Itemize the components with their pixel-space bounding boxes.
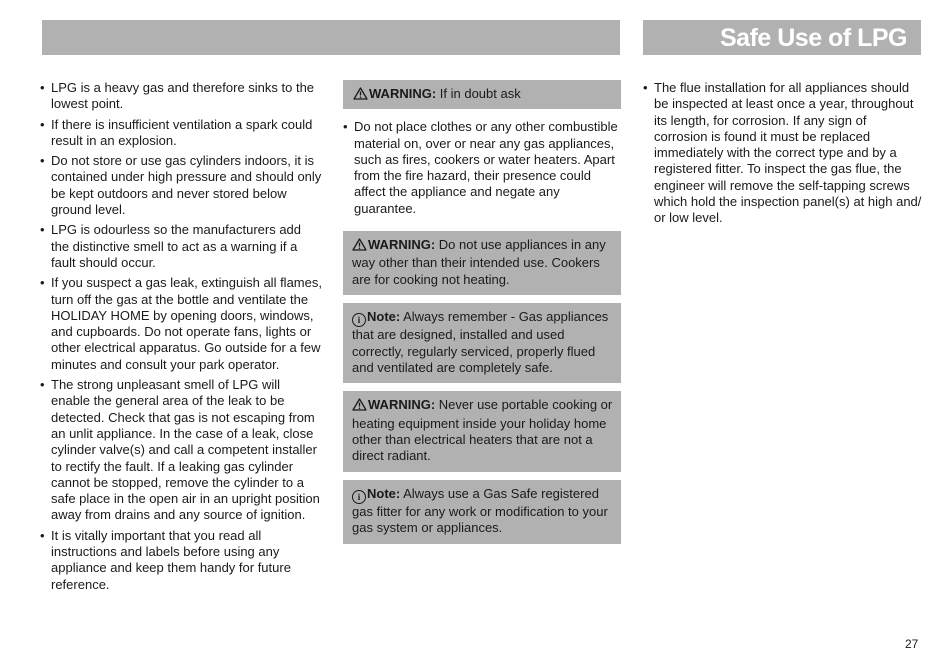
callout-label: Note:	[367, 308, 401, 324]
list-item: • The strong unpleasant smell of LPG will enable the general area of the leak to be detected. Check that gas is not escaping from an unlit appliance. In the case of a leak, close cylinder valve(s) and call a competent installer to rectify the fault. If a leaking gas cylinder cannot be stopped, remove the cylinder to a safe place in the open air in an upright position away from drains and any source of ignition.	[40, 377, 322, 524]
list-item: • Do not place clothes or any other combustible material on, over or near any gas appliances, such as fires, cookers or water heaters. Apart from the fire hazard, their presence could affect the appliance and negate any guarantee.	[343, 119, 621, 217]
callout-label: WARNING:	[368, 397, 436, 413]
info-circle-icon: i	[352, 313, 366, 327]
list-item: • It is vitally important that you read all instructions and labels before using any appliance and keep them handy for future reference.	[40, 528, 322, 593]
list-item: • If there is insufficient ventilation a spark could result in an explosion.	[40, 117, 322, 150]
callout-text: Do not use appliances in any way other than their intended use. Cookers are for cooking not heating.	[352, 237, 606, 287]
callout-label: WARNING:	[368, 237, 436, 253]
callout-label: WARNING:	[369, 86, 437, 101]
warning-callout-portable	[343, 391, 621, 471]
warning-triangle-icon	[352, 398, 367, 415]
left-column	[40, 80, 322, 597]
page-number: 27	[905, 637, 919, 651]
callout-text: Never use portable cooking or heating equipment inside your holiday home other than electrical heaters that are not a direct radiant.	[352, 397, 613, 464]
header-bar-right	[643, 20, 921, 55]
note-callout-gas-safe	[343, 480, 621, 544]
list-item: • The flue installation for all appliances should be inspected at least once a year, throughout its length, for corrosion. If any sign of corrosion is found it must be replaced immediately with the correct type and by a registered fitter. To inspect the gas flue, the engineer will remove the self-tapping screws which hold the inspection panel(s) at high and/ or low level.	[643, 80, 923, 227]
list-item: • LPG is odourless so the manufacturers add the distinctive smell to act as a warning if a fault should occur.	[40, 222, 322, 271]
warning-callout-intended-use	[343, 231, 621, 295]
right-column	[643, 80, 923, 231]
callout-text: If in doubt ask	[436, 86, 521, 101]
middle-bullet-list	[343, 119, 621, 217]
callout-text: Always remember - Gas appliances that are designed, installed and used correctly, regularly serviced, properly flued and ventilated are completely safe.	[352, 308, 609, 376]
callout-text: Always use a Gas Safe registered gas fitter for any work or modification to your gas system or appliances.	[352, 485, 608, 536]
page-title: Safe Use of LPG	[720, 24, 907, 52]
left-bullet-list	[40, 80, 322, 593]
note-callout-safe	[343, 303, 621, 383]
info-circle-icon: i	[352, 490, 366, 504]
list-item: • If you suspect a gas leak, extinguish all flames, turn off the gas at the bottle and ventilate the HOLIDAY HOME by opening doors, windows, and cupboards. Do not operate fans, lights or other electrical apparatus. Go outside for a few minutes and consult your park operator.	[40, 275, 322, 373]
warning-callout-ask	[343, 80, 621, 109]
warning-triangle-icon	[352, 238, 367, 255]
callout-label: Note:	[367, 485, 401, 501]
right-bullet-list	[643, 80, 923, 227]
list-item: • LPG is a heavy gas and therefore sinks to the lowest point.	[40, 80, 322, 113]
header-bar-left	[42, 20, 620, 55]
middle-column	[343, 80, 621, 552]
list-item: • Do not store or use gas cylinders indoors, it is contained under high pressure and should only be kept outdoors and never stored below ground level.	[40, 153, 322, 218]
warning-triangle-icon	[353, 87, 368, 104]
